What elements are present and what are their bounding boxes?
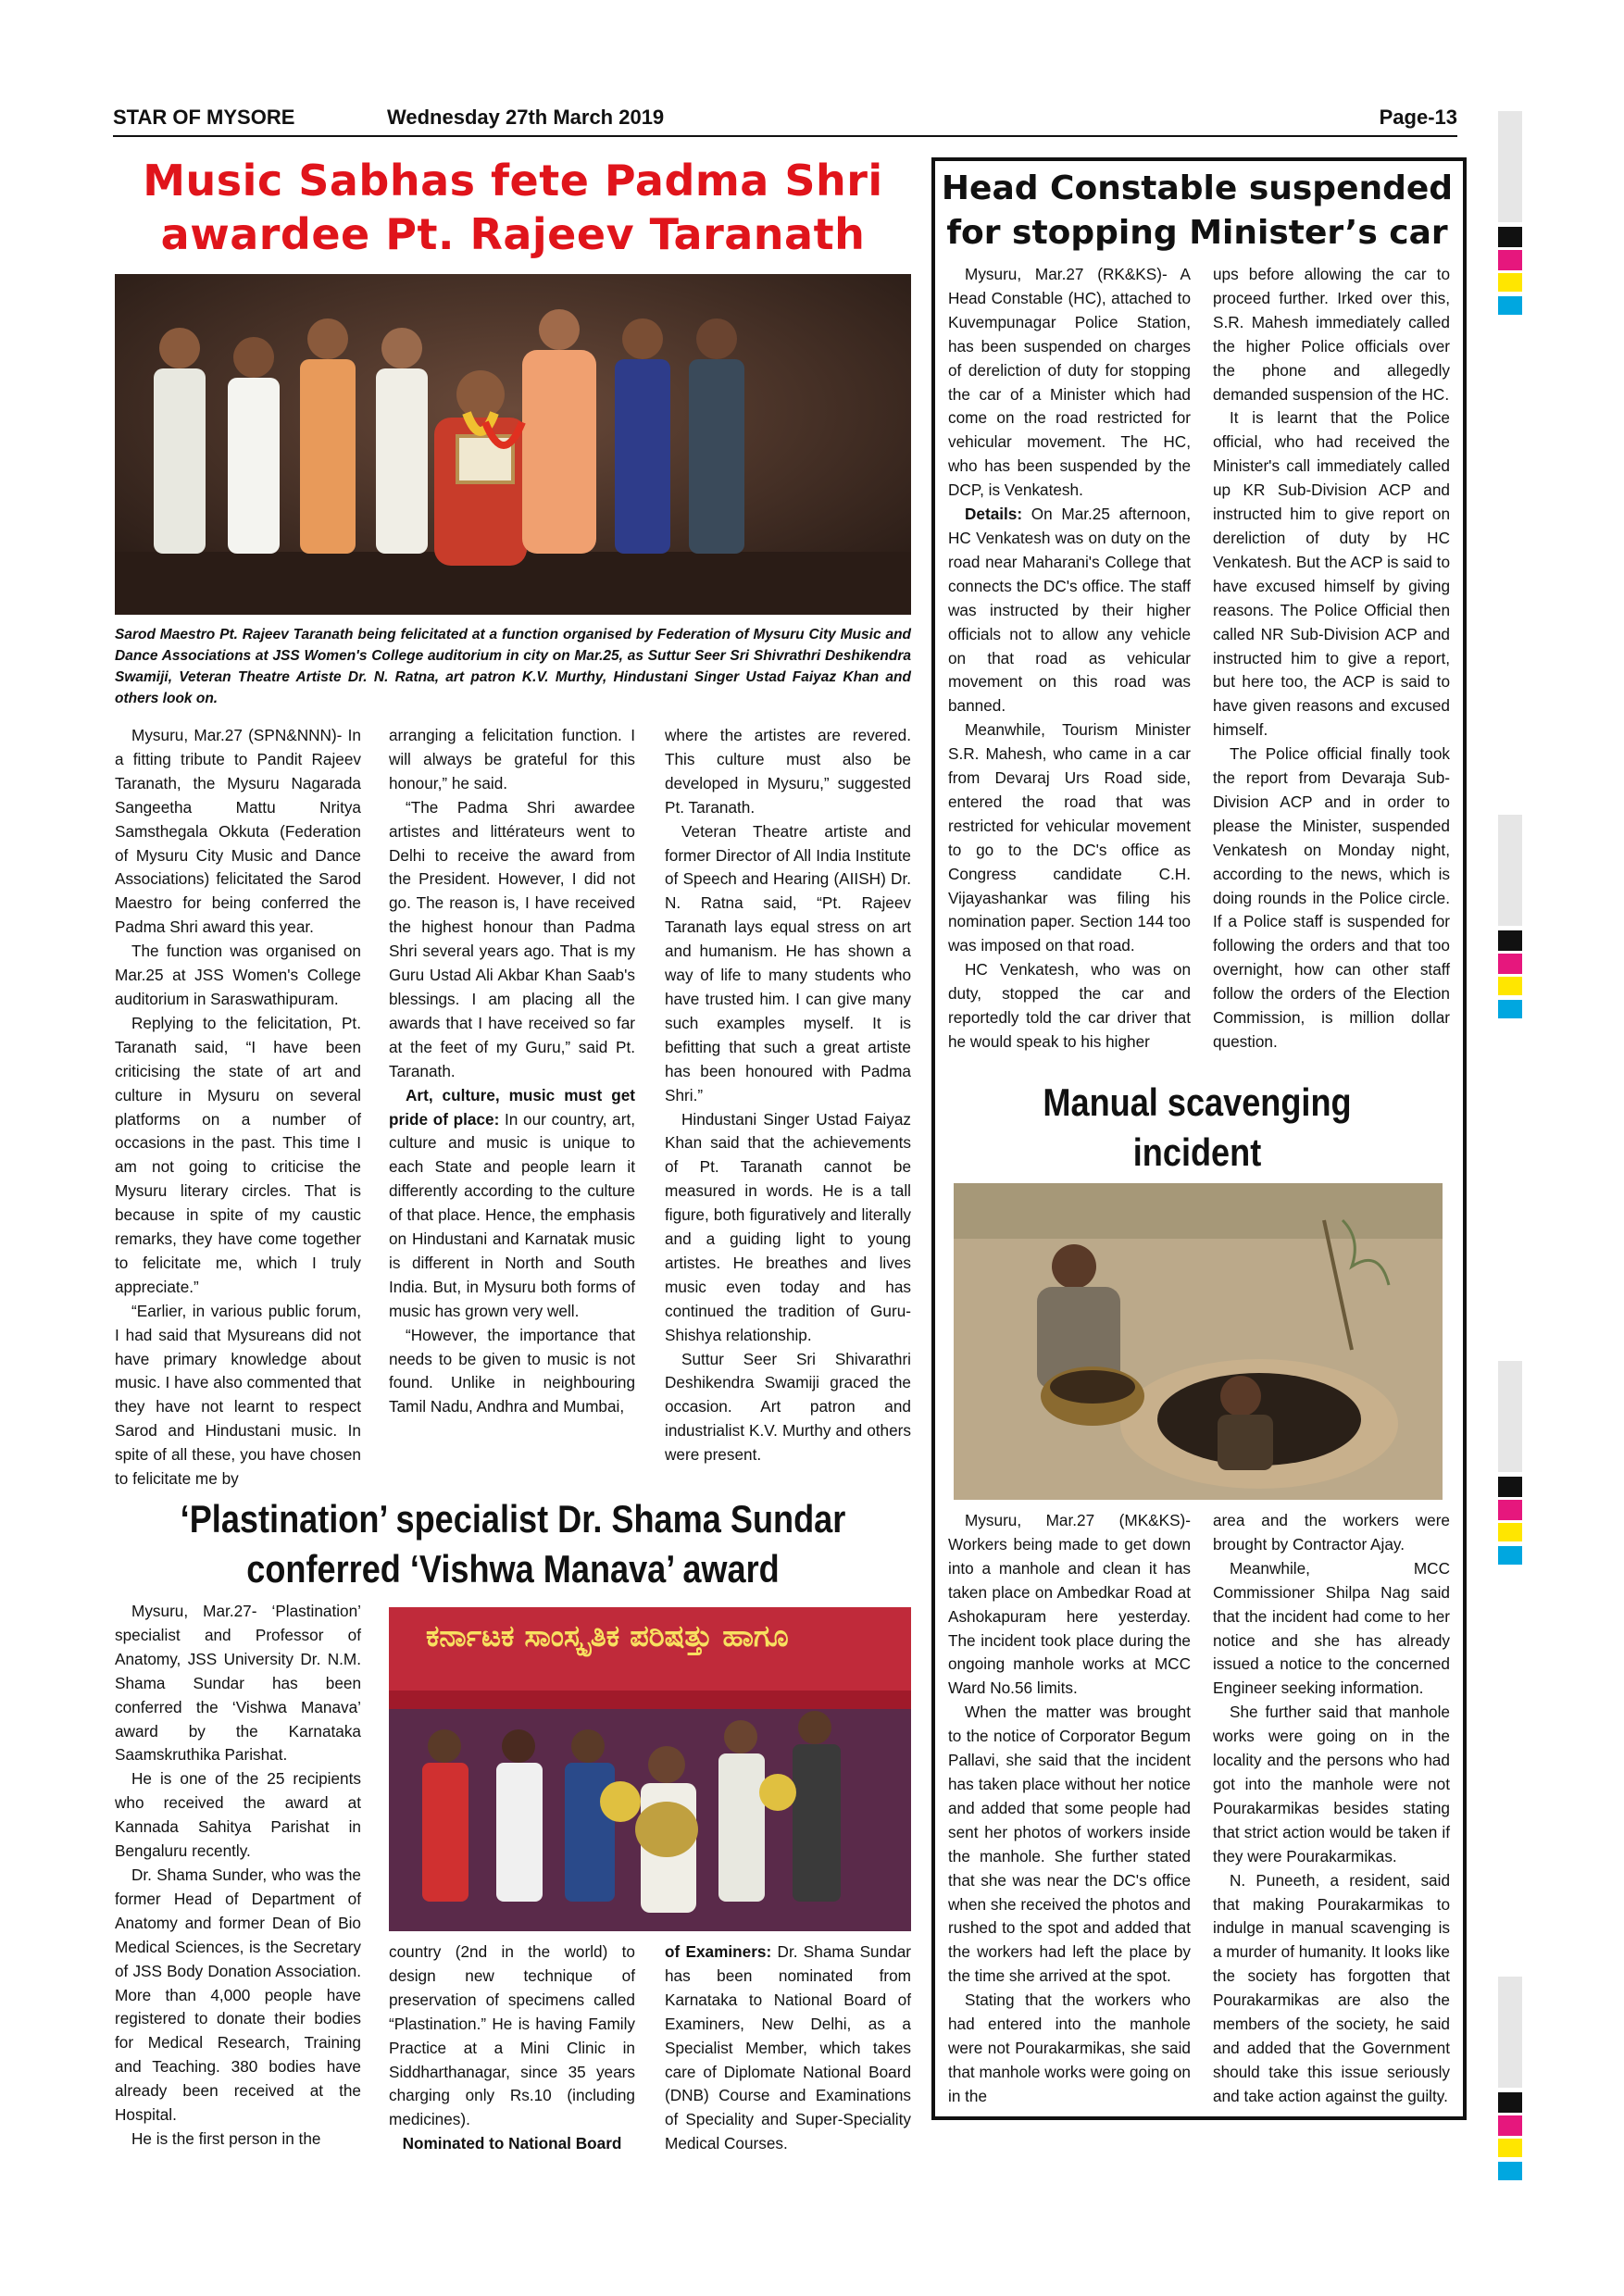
paragraph: In our country, art, culture and music is unique to each State and people learn it differently according to the culture of that place. Hence, the emphasis on Hindustani and Karnatak music is different in North and South India. But, in Mysuru both forms of music has grown very well.	[389, 1109, 635, 1320]
subhead: Art, culture, music must get pride of place:	[389, 1085, 635, 1129]
article3-column-1	[948, 1509, 1191, 2109]
paragraph: Mysuru, Mar.27 (SPN&NNN)- In a fitting tribute to Pandit Rajeev Taranath, the Mysuru Nagarada Sangeetha Mattu Nritya Samsthegala Okkuta (Federation of Mysuru City Music and Dance Associations) felicitated the Sarod Maestro for being conferred the Padma Shri award this year.	[115, 726, 361, 937]
subhead: Nominated to National Board	[402, 2134, 622, 2153]
masthead	[113, 106, 1457, 133]
article3-headline-line1: Manual scavenging incident	[1043, 1080, 1352, 1174]
felicitation-group-illustration	[115, 274, 911, 615]
article3-photo	[954, 1183, 1443, 1500]
paragraph: Mysuru, Mar.27- ‘Plastination’ specialist and Professor of Anatomy, JSS University Dr. N.M. Shama Sundar has been conferred the ‘Vishwa Manava’ award by the Karnataka Saamskruthika Parishat.	[115, 1602, 361, 1765]
paragraph: Meanwhile, Tourism Minister S.R. Mahesh, who came in a car from Devaraj Urs Road side, entered the road that was restricted for vehicular movement to go to the DC's office as Congress candidate C.H. Vijayashankar was filing his nomination paper. Section 144 too was imposed on that road.	[948, 720, 1191, 955]
paragraph: Stating that the workers who had entered into the manhole were not Pourakarmikas, she said that manhole works were going on in the	[948, 1990, 1191, 2105]
paragraph: The function was organised on Mar.25 at JSS Women's College auditorium in Saraswathipuram.	[115, 942, 361, 1008]
paragraph: “However, the importance that needs to be given to music is not found. Unlike in neighbouring Tamil Nadu, Andhra and Mumbai,	[389, 1325, 635, 1416]
article4-photo	[389, 1607, 911, 1931]
article1-column-1	[115, 724, 361, 1491]
print-registration-marks	[1498, 111, 1522, 2240]
article3-column-2	[1213, 1509, 1450, 2109]
article1-column-2	[389, 724, 635, 1419]
paragraph: Dr. Shama Sundar has been nominated from Karnataka to National Board of Examiners, New Delhi, as a Specialist Member, which takes care of Diplomate National Board (DNB) Course and Examinations of Speciality and Super-Speciality Medical Courses.	[665, 1942, 912, 2153]
paragraph: When the matter was brought to the notice of Corporator Begum Pallavi, she said that the incident has taken place without her notice and added that some people had sent her photos of workers inside the manhole. She further stated that she was near the DC's office when she received the photos and rushed to the spot and added that the workers had left the place by the time she arrived at the spot.	[948, 1703, 1191, 1986]
award-ceremony-illustration	[389, 1607, 911, 1931]
paragraph: Replying to the felicitation, Pt. Taranath said, “I have been criticising the state of art and culture in Mysuru on several platforms on a number of occasions in the past. This time I am not going to criticise the Mysuru literary circles. That is because in spite of my caustic remarks, they have come together to felicitate me, which I truly appreciate.”	[115, 1013, 361, 1296]
paragraph: “Earlier, in various public forum, I had said that Mysureans did not have primary knowledge about music. I have also commented that they have not learnt to respect Sarod and Hindustani music. In spite of all these, you have chosen to felicitate me by	[115, 1301, 361, 1489]
article1-photo	[115, 274, 911, 615]
paragraph: It is learnt that the Police official, who had received the Minister's call immediately called up KR Sub-Division ACP and instructed him to give report on dereliction of duty by HC Venkatesh. But the ACP is said to have excused himself by giving reasons. The Police Official then called NR Sub-Division ACP and instructed him to give a report, but here too, the ACP is said to have given reasons and excused himself.	[1213, 408, 1450, 740]
paragraph: HC Venkatesh, who was on duty, stopped the car and reportedly told the car driver that he would speak to his higher	[948, 960, 1191, 1051]
issue-date: Wednesday 27th March 2019	[387, 106, 665, 129]
paragraph: area and the workers were brought by Contractor Ajay.	[1213, 1511, 1450, 1554]
paragraph: The Police official finally took the report from Devaraja Sub-Division ACP and in order to please the Minister, suspended Venkatesh on Monday night, according to the news, which is doing rounds in the Police circle. If a Police staff is suspended for following the orders and that too overnight, how can other staff follow the orders of the Election Commission, is million dollar question.	[1213, 744, 1450, 1051]
article4-headline-line1: ‘Plastination’ specialist Dr. Shama Sundar	[180, 1497, 846, 1541]
article4-headline	[170, 1494, 856, 1594]
article1-headline-line2: awardee Pt. Rajeev Taranath	[160, 209, 866, 259]
paragraph: Suttur Seer Sri Shivarathri Deshikendra Swamiji graced the occasion. Art patron and industrialist K.V. Murthy and others were present.	[665, 1349, 911, 1465]
article2-headline	[941, 167, 1454, 256]
article1-column-3	[665, 724, 911, 1467]
article4-headline-line2: conferred ‘Vishwa Manava’ award	[246, 1547, 780, 1591]
manhole-workers-illustration	[954, 1183, 1443, 1500]
paragraph: Dr. Shama Sunder, who was the former Head of Department of Anatomy and former Dean of Bio Medical Sciences, is the Secretary of JSS Body Donation Association. More than 4,000 people have registered to donate their bodies for Medical Research, Training and Teaching. 380 bodies have already been received at the Hospital.	[115, 1865, 361, 2125]
paragraph: Mysuru, Mar.27 (RK&KS)- A Head Constable (HC), attached to Kuvempunagar Police Station, has been suspended on charges of dereliction of duty for stopping the car of a Minister which had come on the road restricted for vehicular movement. The HC, who has been suspended by the DCP, is Venkatesh.	[948, 265, 1191, 500]
paragraph: He is the first person in the	[131, 2128, 321, 2148]
article4-column-1	[115, 1600, 361, 2152]
article2-column-2	[1213, 263, 1450, 1054]
paragraph: Hindustani Singer Ustad Faiyaz Khan said that the achievements of Pt. Taranath cannot be measured in words. He is a tall figure, both figuratively and literally and a guiding light to young artistes. He breathes and lives music even today and has continued the tradition of Guru-Shishya relationship.	[665, 1109, 911, 1344]
paragraph: She further said that manhole works were going on in the locality and the persons who had got into the manhole were not Pourakarmikas besides stating that strict action would be taken if they were Pourakarmikas.	[1213, 1703, 1450, 1866]
paragraph: He is one of the 25 recipients who received the award at Kannada Sahitya Parishat in Bengaluru recently.	[115, 1769, 361, 1861]
paper-name: STAR OF MYSORE	[113, 106, 295, 129]
paragraph: ups before allowing the car to proceed further. Irked over this, S.R. Mahesh immediately called the higher Police officials over the phone and allegedly demanded suspension of the HC.	[1213, 265, 1450, 404]
paragraph: arranging a felicitation function. I will always be grateful for this honour,” he said.	[389, 726, 635, 792]
article1-headline-line1: Music Sabhas fete Padma Shri	[143, 156, 883, 206]
article1-caption: Sarod Maestro Pt. Rajeev Taranath being felicitated at a function organised by Federation of Mysuru City Music and Dance Associations at JSS Women's College auditorium in city on Mar.25, as Suttur Seer Sri Shivrathri Deshikendra Swamiji, Veteran Theatre Artiste Dr. N. Ratna, art patron K.V. Murthy, Hindustani Singer Ustad Faiyaz Khan and others look on.	[115, 627, 911, 706]
paragraph: N. Puneeth, a resident, said that making Pourakarmikas to indulge in manual scavenging is a murder of humanity. It looks like the society has forgotten that Pourakarmikas are also the members of the society, he said and added that the Government should take this issue seriously and take action against the guilty.	[1213, 1870, 1450, 2105]
masthead-rule	[113, 135, 1457, 137]
paragraph: Meanwhile, MCC Commissioner Shilpa Nag said that the incident had come to her notice and she has already issued a notice to the concerned Engineer seeking information.	[1213, 1558, 1450, 1698]
paragraph: Mysuru, Mar.27 (MK&KS)- Workers being made to get down into a manhole and clean it has taken place on Ambedkar Road at Ashokapuram here yesterday. The incident took place during the ongoing manhole works at MCC Ward No.56 limits.	[948, 1511, 1191, 1698]
article2-column-1	[948, 263, 1191, 1054]
subhead: Details:	[965, 505, 1023, 524]
paragraph: country (2nd in the world) to design new technique of preservation of specimens called “Plastination.” He is having Family Practice at a Mini Clinic in Siddharthanagar, since 35 years charging only Rs.10 (including medicines).	[389, 1942, 635, 2129]
article4-column-3	[665, 1940, 911, 2156]
paragraph: On Mar.25 afternoon, HC Venkatesh was on duty on the road near Maharani's College that connects the DC's office. The staff was instructed by their higher officials not to allow any vehicle on that road as vehicular movement on this road was banned.	[948, 505, 1191, 716]
banner-text: ಕರ್ನಾಟಕ ಸಾಂಸ್ಕೃತಿಕ ಪರಿಷತ್ತು ಹಾಗೂ	[426, 1618, 789, 1653]
article2-headline-line2: for stopping Minister’s car	[946, 214, 1448, 252]
paragraph: where the artistes are revered. This culture must also be developed in Mysuru,” suggested Pt. Taranath.	[665, 726, 911, 817]
article4-column-2	[389, 1940, 635, 2156]
subhead: of Examiners:	[665, 1942, 772, 1961]
article1-headline	[115, 154, 911, 261]
page-number: Page-13	[1379, 106, 1457, 129]
paragraph: “The Padma Shri awardee artistes and littérateurs went to Delhi to receive the award from the President. However, I did not go. The reason is, I have received the highest honour than Padma Shri several years ago. That is my Guru Ustad Ali Akbar Khan Saab's blessings. I am placing all the awards that I have received so far at the feet of my Guru,” said Pt. Taranath.	[389, 797, 635, 1080]
article2-headline-line1: Head Constable suspended	[941, 169, 1454, 207]
paragraph: Veteran Theatre artiste and former Director of All India Institute of Speech and Hearing (AIISH) Dr. N. Ratna said, “Pt. Rajeev Taranath lays equal stress on art and humanism. He has shown a way of life to many students who have trusted him. I can give many such examples myself. It is befitting that such a great artiste has been honoured with Padma Shri.”	[665, 821, 911, 1104]
